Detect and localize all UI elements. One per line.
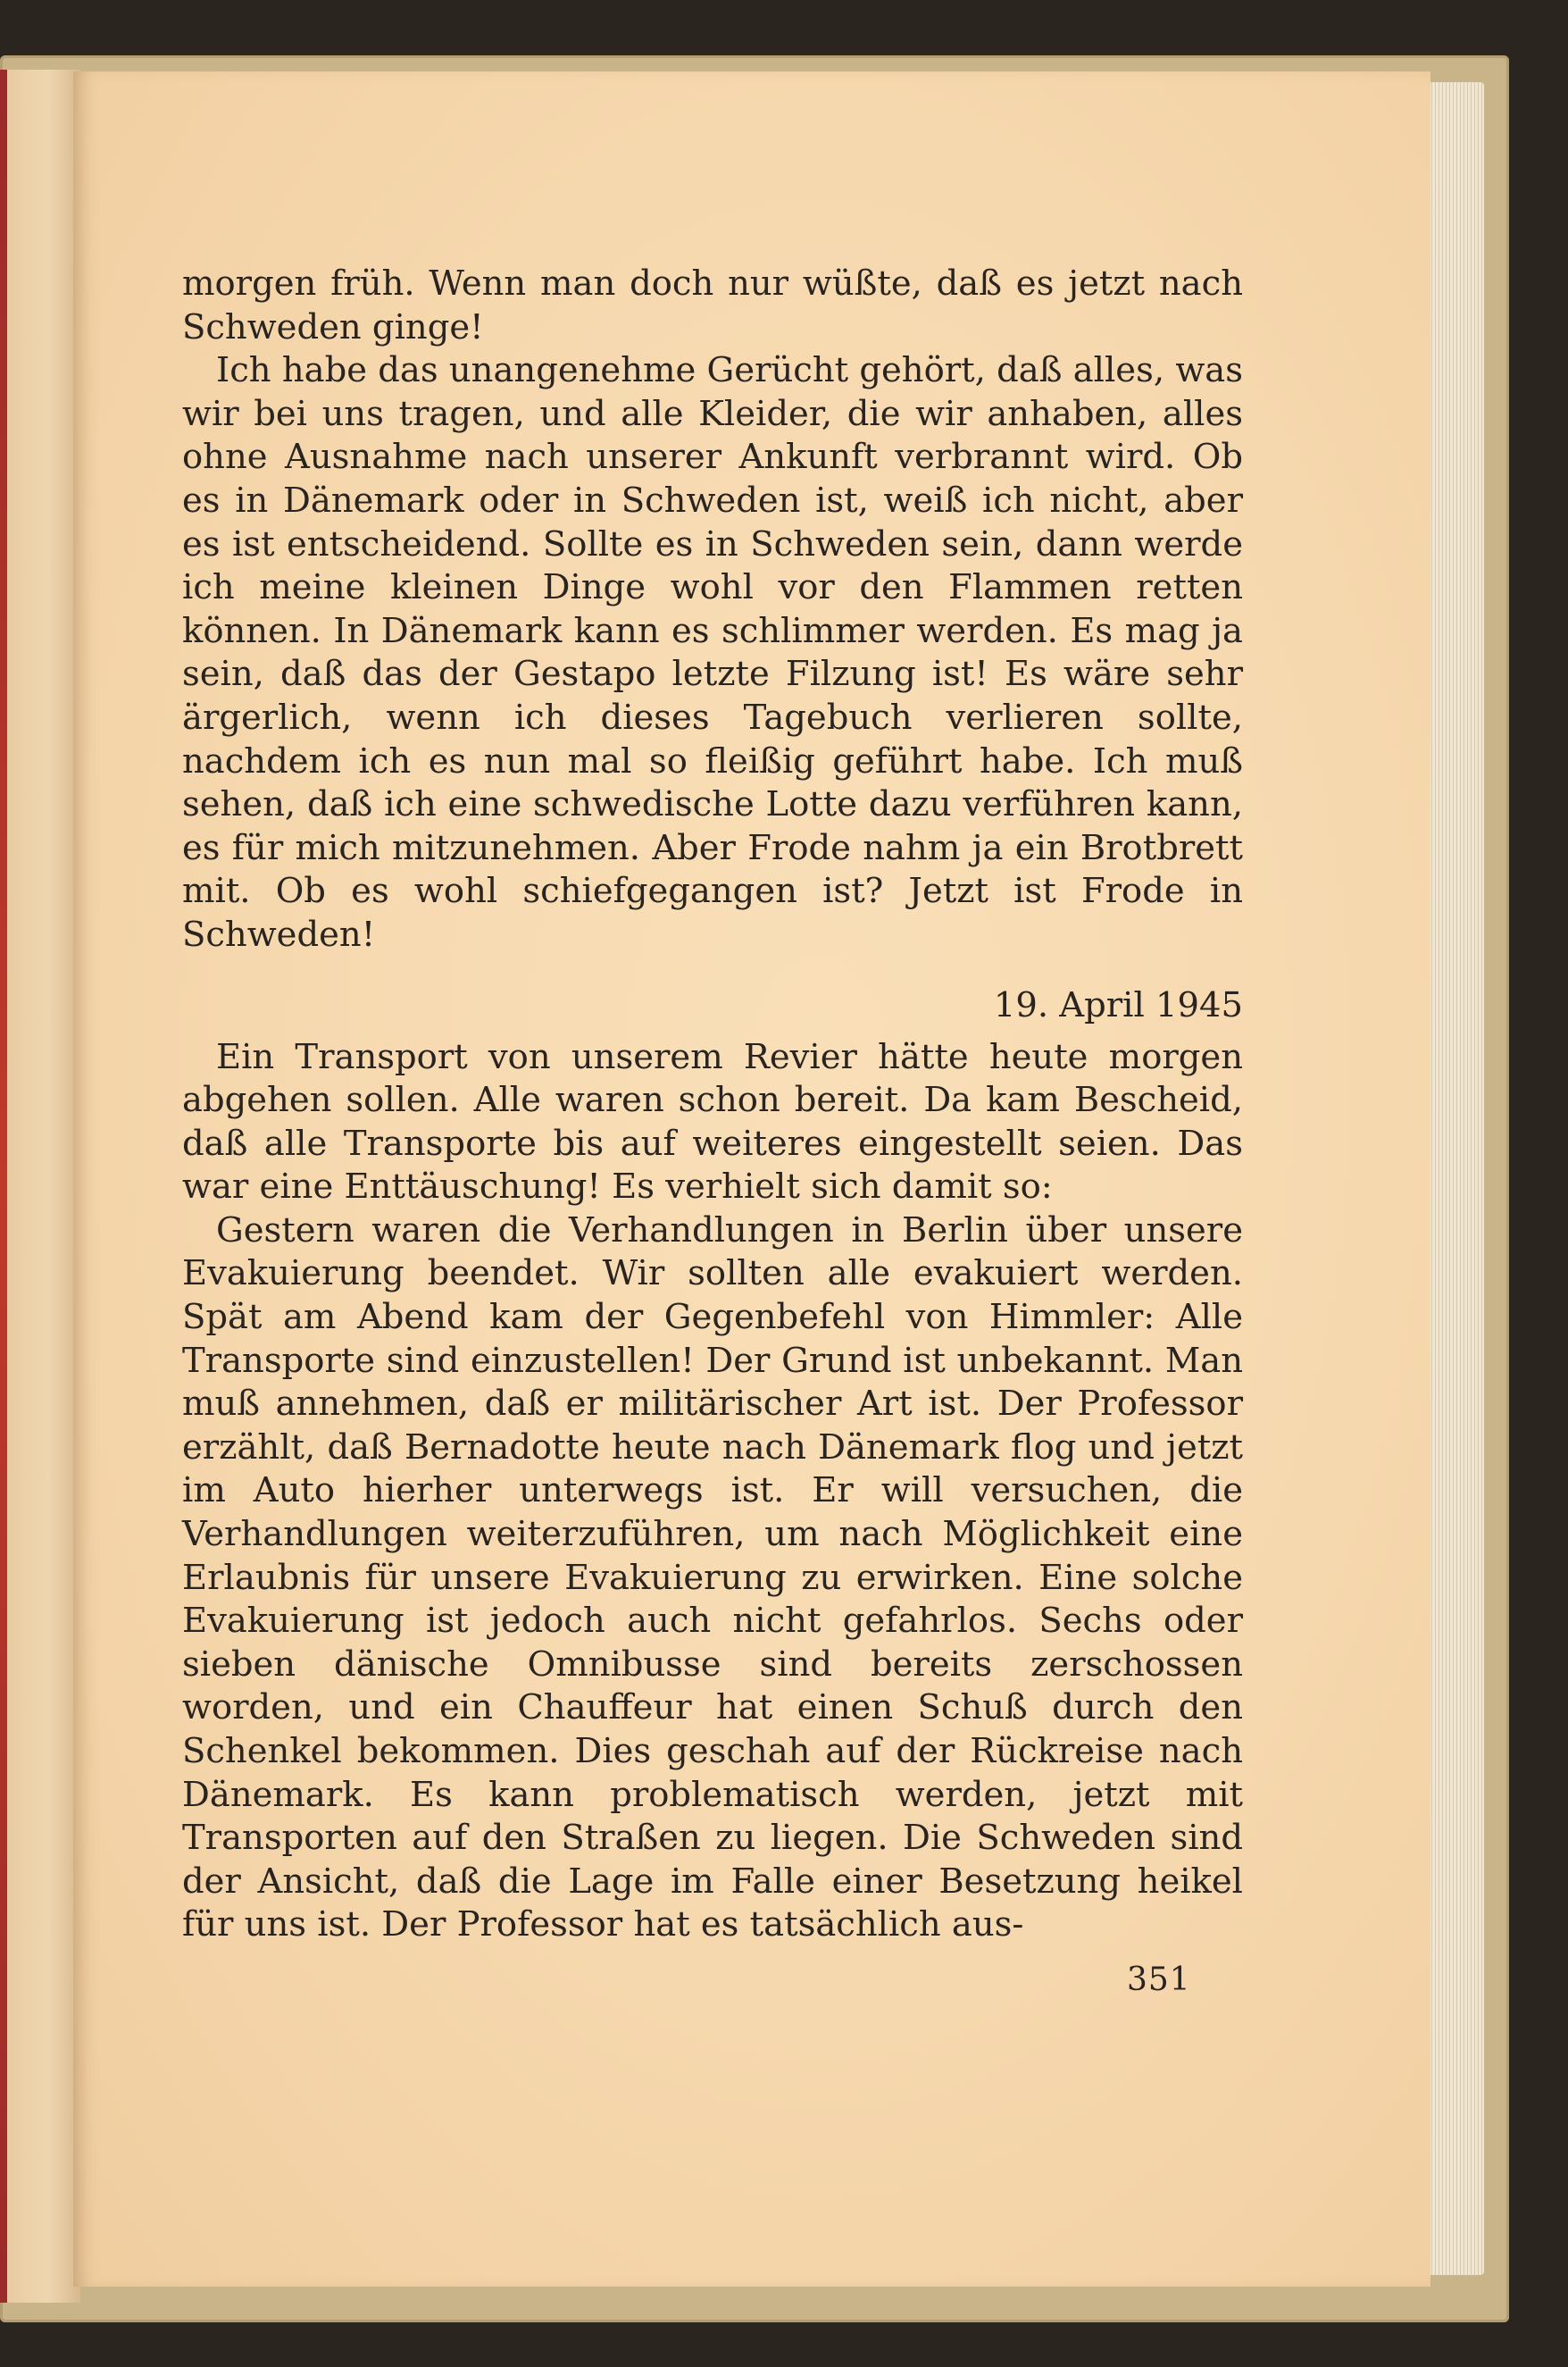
- paragraph: Gestern waren die Verhandlungen in Berlin über unsere Evakuierung beendet. Wir sollten alle evakuiert werden. Spät am Abend kam der Gegenbefehl von Himmler: Alle Transporte sind einzustellen! Der Grund ist unbekannt. Man muß annehmen, daß er militärischer Art ist. Der Professor erzählt, daß Bernadotte heute nach Dänemark flog und jetzt im Auto hierher unterwegs ist. Er will versuchen, die Verhandlungen weiterzuführen, um nach Möglichkeit eine Erlaubnis für unsere Evakuierung zu erwirken. Eine solche Evakuierung ist jedoch auch nicht gefahrlos. Sechs oder sieben dänische Omnibusse sind bereits zerschossen worden, und ein Chauffeur hat einen Schuß durch den Schenkel bekommen. Dies geschah auf der Rückreise nach Dänemark. Es kann problematisch werden, jetzt mit Transporten auf den Straßen zu liegen. Die Schweden sind der Ansicht, daß die Lage im Falle einer Besetzung heikel für uns ist. Der Professor hat es tatsächlich aus-: [182, 1209, 1243, 1945]
- paragraph: morgen früh. Wenn man doch nur wüßte, daß es jetzt nach Schweden ginge!: [182, 263, 1243, 347]
- paragraph: Ich habe das unangenehme Gerücht gehört, daß alles, was wir bei uns tragen, und alle Kleider, die wir anhaben, alles ohne Ausnahme nach unserer Ankunft verbrannt wird. Ob es in Dänemark oder in Schweden ist, weiß ich nicht, aber es ist entscheidend. Sollte es in Schweden sein, dann werde ich meine kleinen Dinge wohl vor den Flammen retten können. In Dänemark kann es schlimmer werden. Es mag ja sein, daß das der Gestapo letzte Filzung ist! Es wäre sehr ärgerlich, wenn ich dieses Tagebuch verlieren sollte, nachdem ich es nun mal so fleißig geführt habe. Ich muß sehen, daß ich eine schwedische Lotte dazu verführen kann, es für mich mitzunehmen. Aber Frode nahm ja ein Brotbrett mit. Ob es wohl schiefgegangen ist? Jetzt ist Frode in Schweden!: [182, 350, 1243, 955]
- book-page: [73, 71, 1430, 2287]
- red-page-edge: [0, 70, 7, 2303]
- previous-page-edge: [0, 70, 80, 2303]
- paragraph: Ein Transport von unserem Revier hätte heute morgen abgehen sollen. Alle waren schon bereit. Da kam Bescheid, daß alle Transporte bis auf weiteres eingestellt seien. Das war eine Enttäuschung! Es verhielt sich damit so:: [182, 1036, 1243, 1208]
- page-number: 351: [1127, 1961, 1191, 1998]
- diary-date: 19. April 1945: [993, 984, 1243, 1025]
- page-text: [182, 263, 1243, 1947]
